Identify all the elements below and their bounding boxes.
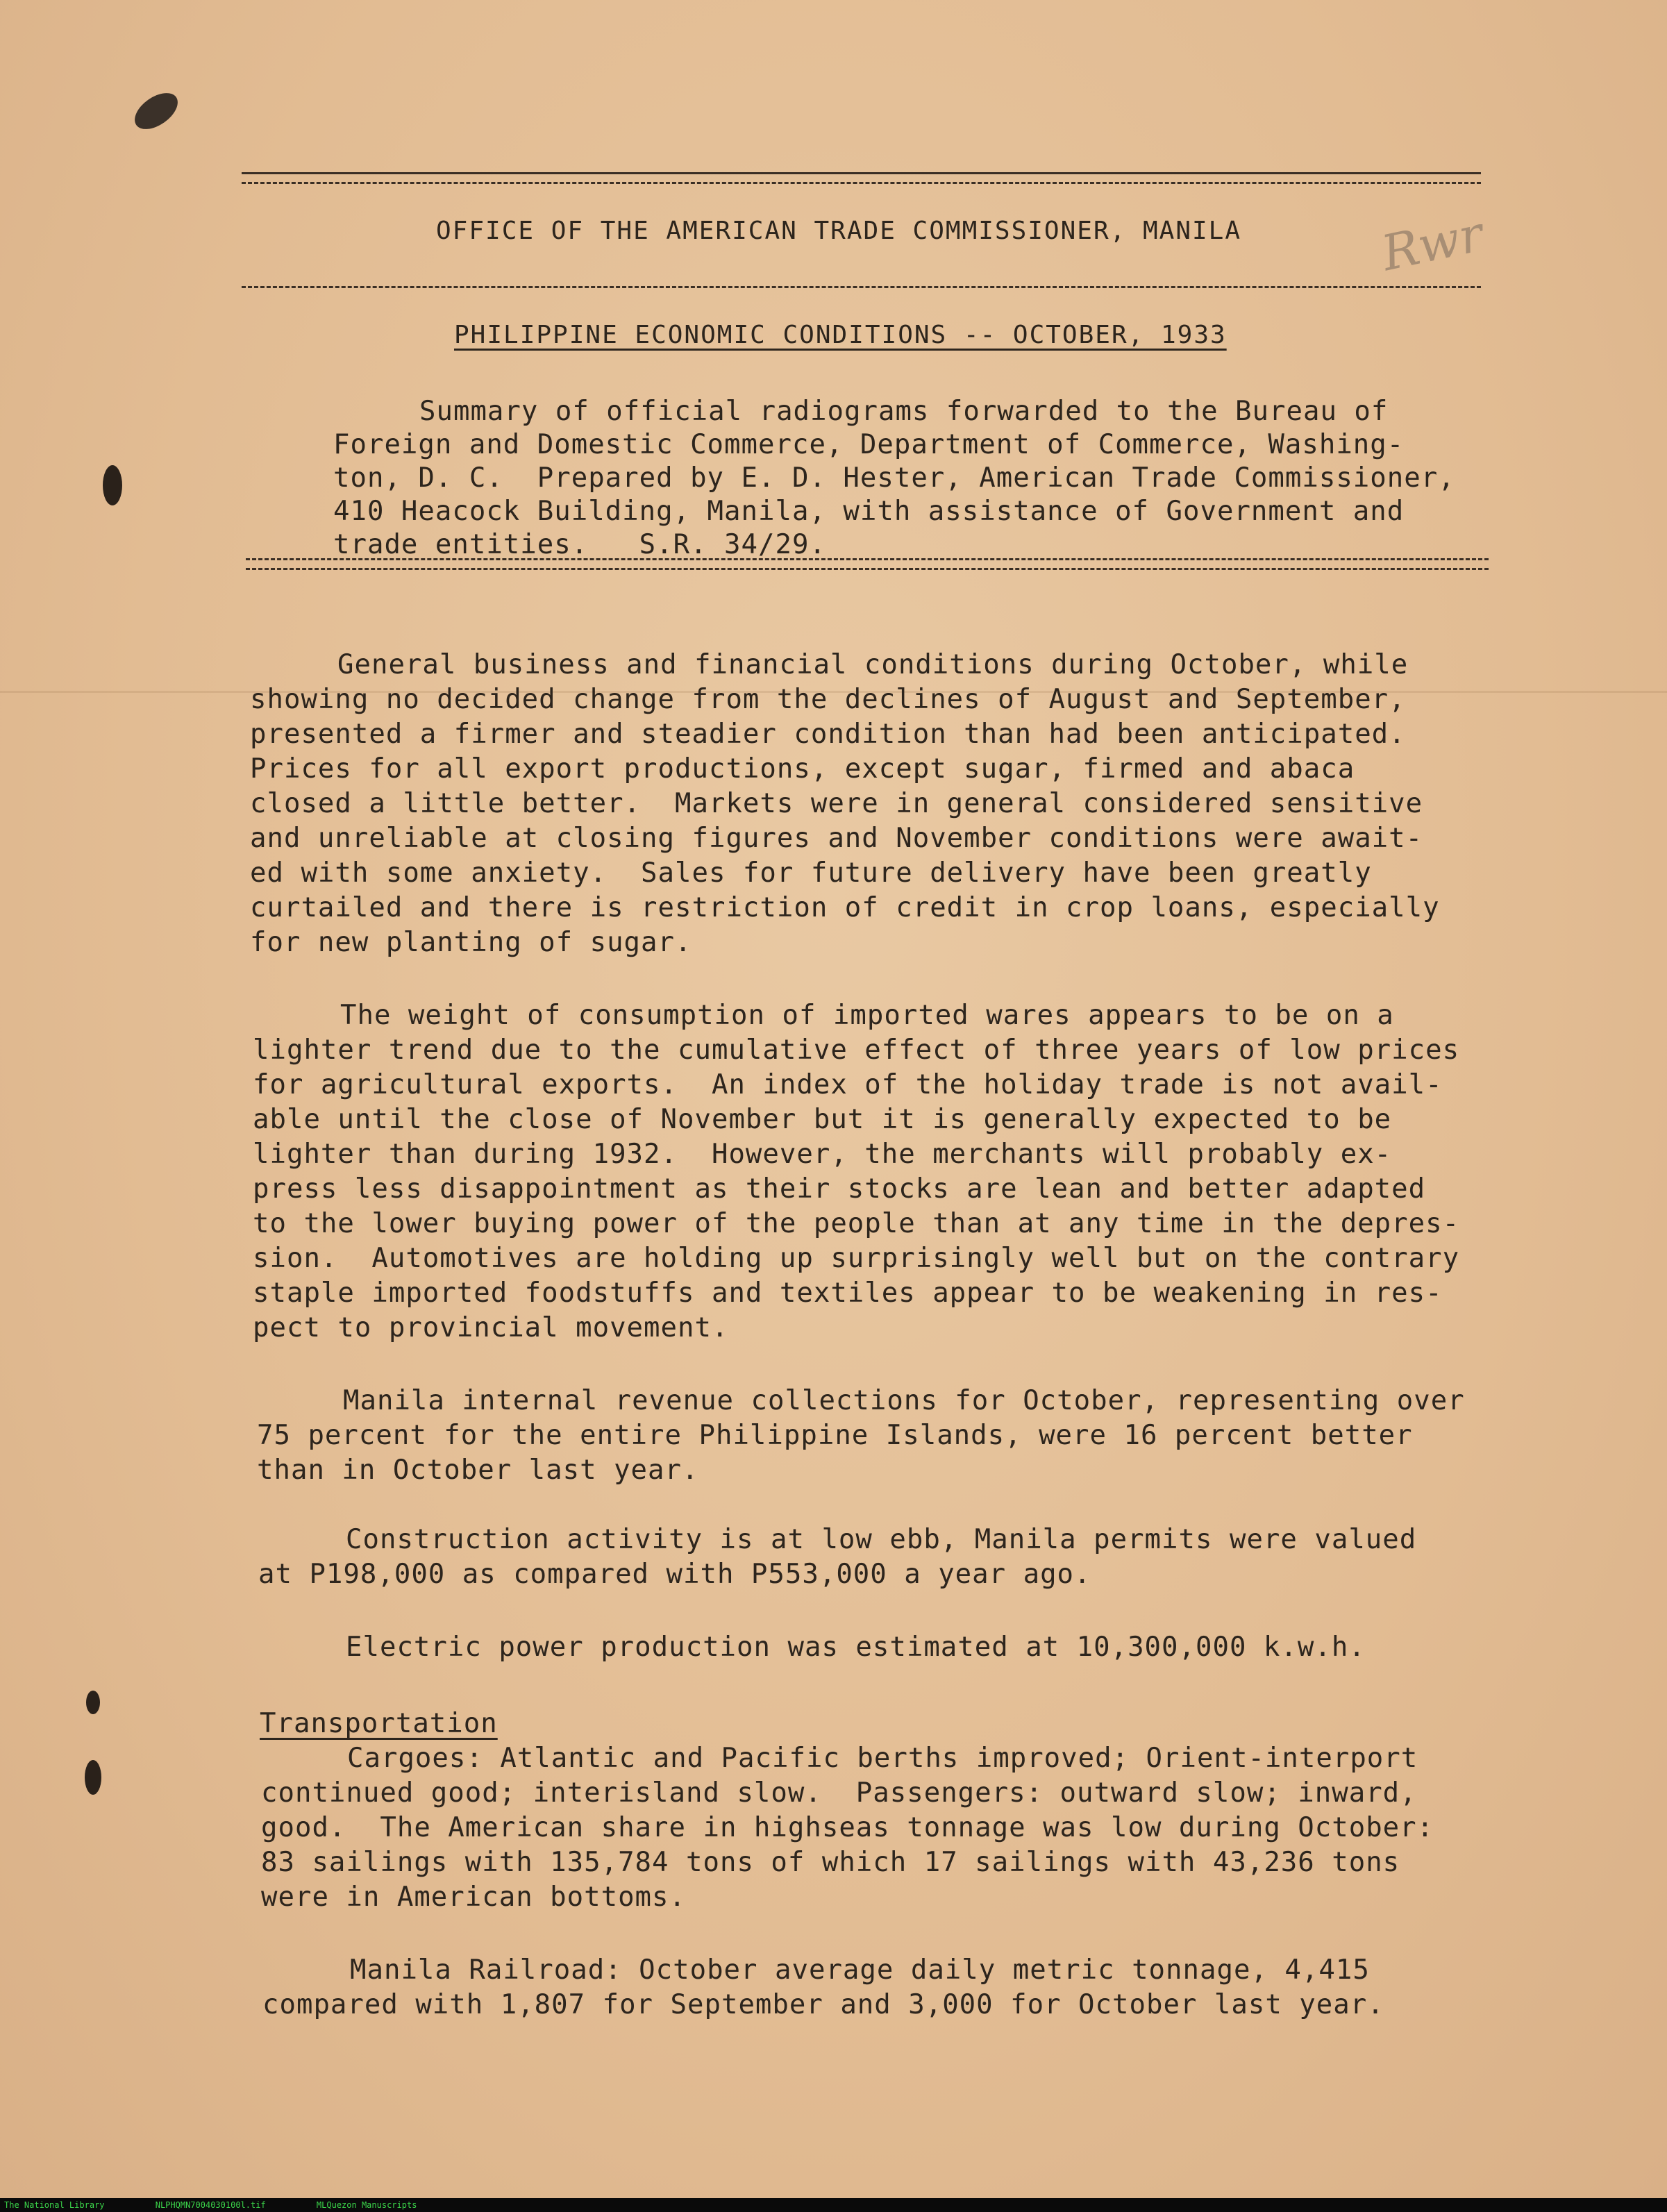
paragraph-line: at P198,000 as compared with P553,000 a year ago. — [258, 1559, 1091, 1590]
paragraph-line: press less disappointment as their stocks are lean and better adapted — [253, 1173, 1426, 1205]
summary-line: 410 Heacock Building, Manila, with assistance of Government and — [333, 496, 1405, 527]
paragraph-line: curtailed and there is restriction of credit in crop loans, especially — [250, 892, 1440, 923]
top-rule-2 — [242, 182, 1481, 184]
paragraph-line: to the lower buying power of the people than at any time in the depres- — [253, 1208, 1460, 1239]
paragraph-line: were in American bottoms. — [261, 1882, 686, 1913]
paragraph-line: Manila Railroad: October average daily metric tonnage, 4,415 — [350, 1954, 1370, 1986]
section-heading-transportation: Transportation — [260, 1708, 498, 1739]
paragraph-line: ed with some anxiety. Sales for future delivery have been greatly — [250, 857, 1372, 889]
paragraph-line: Construction activity is at low ebb, Manila permits were valued — [346, 1524, 1417, 1555]
paragraph-line: lighter trend due to the cumulative effect of three years of low prices — [253, 1034, 1460, 1066]
paragraph-line: Prices for all export productions, except sugar, firmed and abaca — [250, 753, 1355, 785]
mid-rule — [242, 286, 1481, 288]
paragraph-line: 75 percent for the entire Philippine Islands, were 16 percent better — [257, 1420, 1413, 1451]
footer-library: The National Library — [4, 2200, 105, 2210]
summary-rule-2 — [246, 568, 1489, 570]
paragraph-line: continued good; interisland slow. Passengers: outward slow; inward, — [261, 1777, 1417, 1809]
top-rule-1 — [242, 172, 1481, 174]
paragraph-line: Manila internal revenue collections for October, representing over — [343, 1385, 1465, 1416]
paragraph-line: sion. Automotives are holding up surprisingly well but on the contrary — [253, 1243, 1460, 1274]
paragraph-line: for agricultural exports. An index of the holiday trade is not avail- — [253, 1069, 1443, 1100]
summary-line: Summary of official radiograms forwarded to the Bureau of — [419, 396, 1389, 427]
summary-rule-1 — [246, 558, 1489, 560]
paragraph-line: Cargoes: Atlantic and Pacific berths improved; Orient-interport — [347, 1743, 1418, 1774]
summary-line: trade entities. S.R. 34/29. — [333, 529, 826, 560]
office-heading: OFFICE OF THE AMERICAN TRADE COMMISSIONER, MANILA — [436, 217, 1242, 245]
paragraph-line: than in October last year. — [257, 1455, 699, 1486]
paragraph-line: and unreliable at closing figures and November conditions were await- — [250, 823, 1423, 854]
punch-hole-mark-2 — [86, 1691, 100, 1714]
footer-filename: NLPHQMN7004030100l.tif — [155, 2200, 266, 2210]
paragraph-line: General business and financial conditions during October, while — [337, 649, 1409, 680]
paragraph-line: for new planting of sugar. — [250, 927, 692, 958]
paragraph-line: pect to provincial movement. — [253, 1312, 729, 1343]
paragraph-line: closed a little better. Markets were in general considered sensitive — [250, 788, 1423, 819]
punch-hole-mark-3 — [85, 1760, 101, 1795]
paragraph-line: able until the close of November but it is generally expected to be — [253, 1104, 1392, 1135]
scan-footer — [0, 2198, 1667, 2212]
summary-line: Foreign and Domestic Commerce, Department of Commerce, Washing- — [333, 429, 1405, 460]
paragraph-line: 83 sailings with 135,784 tons of which 17 sailings with 43,236 tons — [261, 1847, 1400, 1878]
handwritten-signature: Rwr — [1377, 205, 1489, 283]
paragraph-line: presented a firmer and steadier condition than had been anticipated. — [250, 719, 1406, 750]
paragraph-line: lighter than during 1932. However, the merchants will probably ex- — [253, 1139, 1392, 1170]
footer-collection: MLQuezon Manuscripts — [316, 2200, 417, 2210]
paragraph-line: showing no decided change from the declines of August and September, — [250, 684, 1406, 715]
punch-hole-mark-1 — [103, 465, 122, 505]
paragraph-line: good. The American share in highseas tonnage was low during October: — [261, 1812, 1434, 1843]
paragraph-line: The weight of consumption of imported wares appears to be on a — [340, 1000, 1394, 1031]
document-title: PHILIPPINE ECONOMIC CONDITIONS -- OCTOBER, 1933 — [454, 321, 1227, 349]
paragraph-line: Electric power production was estimated at 10,300,000 k.w.h. — [346, 1632, 1366, 1663]
paragraph-line: staple imported foodstuffs and textiles appear to be weakening in res- — [253, 1277, 1443, 1309]
summary-line: ton, D. C. Prepared by E. D. Hester, American Trade Commissioner, — [333, 462, 1455, 494]
paragraph-line: compared with 1,807 for September and 3,000 for October last year. — [262, 1989, 1384, 2020]
